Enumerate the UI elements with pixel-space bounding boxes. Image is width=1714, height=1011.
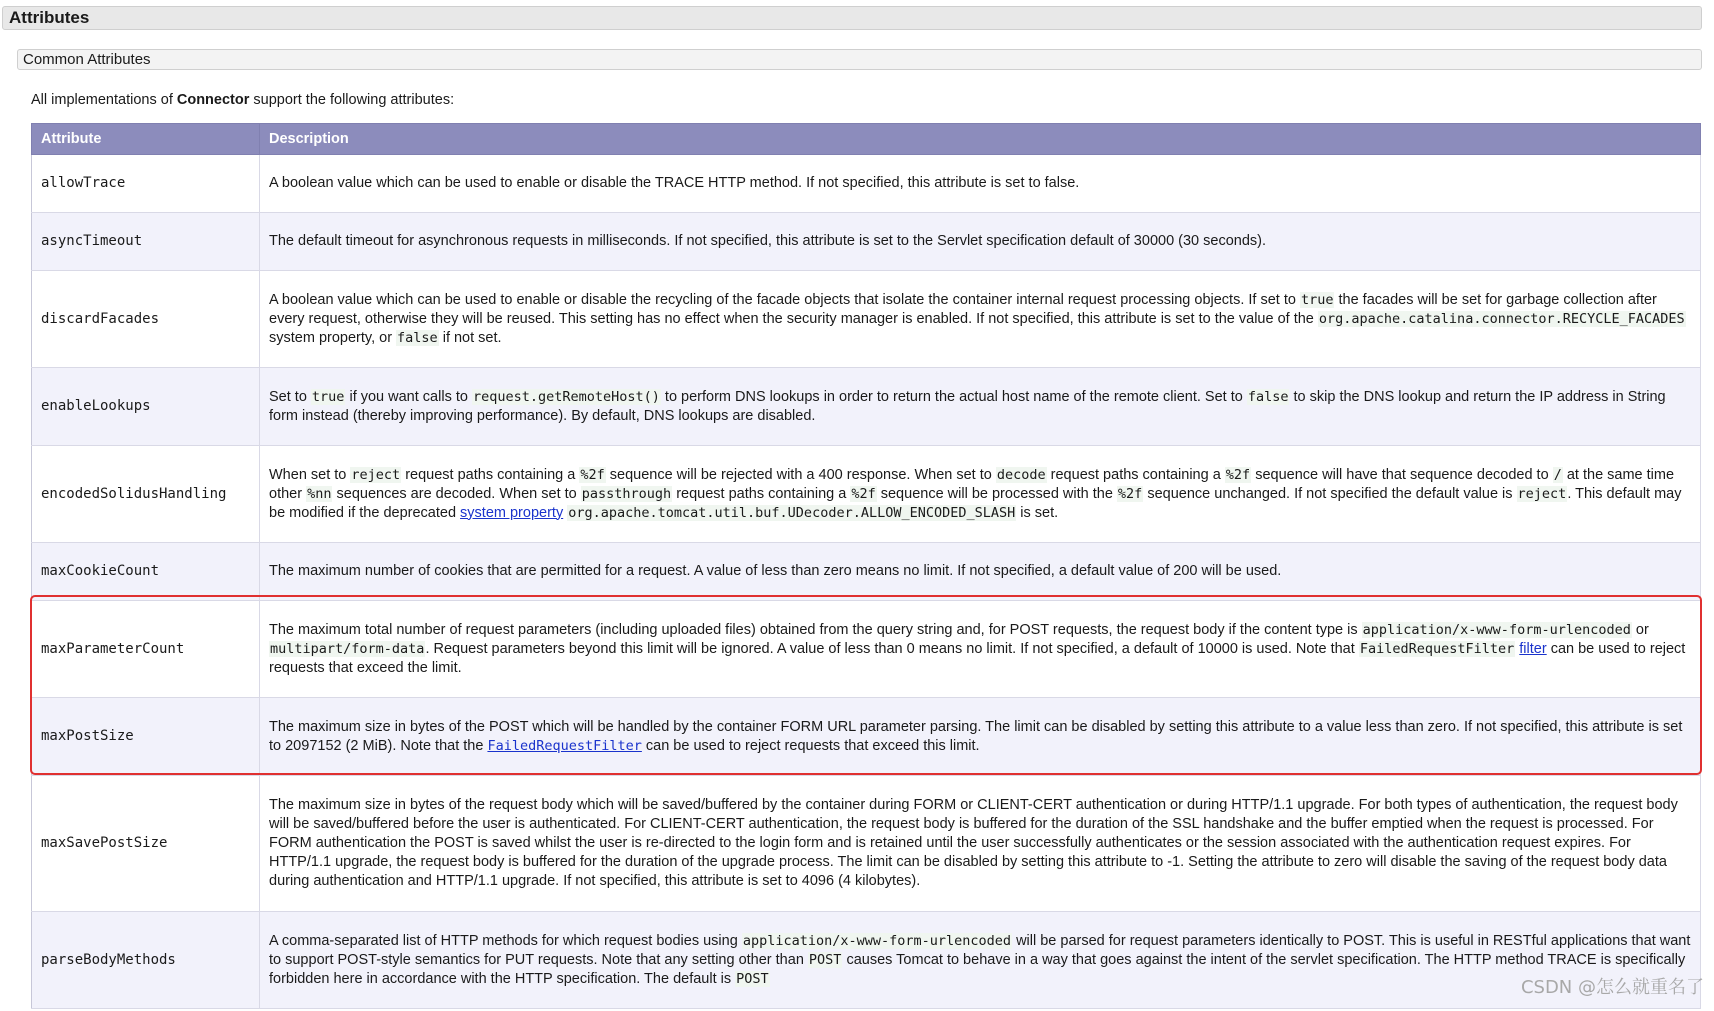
inline-code: %2f: [580, 466, 605, 483]
description-text: sequence unchanged. If not specified the default value is: [1143, 485, 1517, 502]
attribute-name: asyncTimeout: [32, 213, 260, 271]
description-text: . This default may be modified if the deprecated: [269, 485, 1682, 521]
inline-code: org.apache.catalina.connector.RECYCLE_FACADES: [1318, 310, 1685, 327]
intro-suffix: support the following attributes:: [249, 92, 455, 108]
doc-link[interactable]: filter: [1519, 640, 1547, 657]
description-text: sequence will be rejected with a 400 response. When set to: [605, 466, 996, 483]
table-row-maxPostSize: [32, 698, 1701, 776]
subsection-title-common-attributes: Common Attributes: [17, 49, 1702, 70]
inline-code: /: [1553, 466, 1562, 483]
section-title-attributes: Attributes: [2, 6, 1702, 30]
description-text: When set to: [269, 466, 351, 483]
description-text: A comma-separated list of HTTP methods for which request bodies using: [269, 932, 742, 949]
attribute-description: [260, 368, 1701, 446]
description-text: A boolean value which can be used to enable or disable the TRACE HTTP method. If not specified, this attribute is set to false.: [269, 175, 1080, 191]
inline-code: false: [397, 329, 438, 346]
description-text: The maximum total number of request parameters (including uploaded files) obtained from the query string and, for POST requests, the request body if the content type is: [269, 621, 1362, 638]
attribute-name: maxSavePostSize: [32, 776, 260, 912]
description-text: Set to: [269, 388, 311, 405]
attribute-description: [260, 155, 1701, 213]
description-text: causes Tomcat to behave in a way that goes against the intent of the servlet specification. The HTTP method TRACE is specifically forbidden here in accordance with the HTTP specification. The default is: [269, 951, 1686, 987]
table-row-maxSavePostSize: [32, 776, 1701, 912]
attribute-name: maxParameterCount: [32, 601, 260, 698]
description-text: . Request parameters beyond this limit will be ignored. A value of less than 0 means no limit. If not specified, a default of 10000 is used. Note that: [425, 640, 1359, 657]
attribute-name: maxPostSize: [32, 698, 260, 776]
inline-code: FailedRequestFilter: [1359, 640, 1515, 657]
description-text: sequence will have that sequence decoded to: [1251, 466, 1553, 483]
table-row-allowTrace: [32, 155, 1701, 213]
table-header-row: [32, 124, 1701, 155]
inline-code: request.getRemoteHost(): [472, 388, 660, 405]
attribute-description: [260, 213, 1701, 271]
attribute-description: [260, 446, 1701, 543]
description-text: sequences are decoded. When set to: [332, 485, 581, 502]
attribute-description: [260, 271, 1701, 368]
description-text: The maximum number of cookies that are permitted for a request. A value of less than zero means no limit. If not specified, a default value of 200 will be used.: [269, 563, 1282, 579]
header-attribute: Attribute: [32, 124, 260, 155]
attribute-name: parseBodyMethods: [32, 912, 260, 1009]
attribute-name: allowTrace: [32, 155, 260, 213]
description-text: is set.: [1016, 504, 1059, 521]
description-text: request paths containing a: [672, 485, 851, 502]
inline-code: POST: [808, 951, 842, 968]
inline-code: false: [1247, 388, 1289, 405]
table-row-encodedSolidusHandling: [32, 446, 1701, 543]
attribute-description: [260, 912, 1701, 1009]
description-text: if not set.: [438, 329, 502, 346]
intro-prefix: All implementations of: [31, 92, 177, 108]
inline-code: org.apache.tomcat.util.buf.UDecoder.ALLOW_ENCODED_SLASH: [568, 504, 1016, 521]
inline-code: POST: [736, 970, 769, 987]
description-text: the facades will be set for garbage collection after every request, otherwise they will be reused. This setting has no effect when the security manager is enabled. If not specified, this attribute is set to the value of the: [269, 291, 1657, 327]
description-text: A boolean value which can be used to enable or disable the recycling of the facade objects that isolate the container internal request processing objects. If set to: [269, 291, 1300, 308]
inline-code: passthrough: [581, 485, 672, 502]
watermark: CSDN @怎么就重名了: [1520, 977, 1704, 998]
inline-code: %nn: [307, 485, 332, 502]
inline-code: application/x-www-form-urlencoded: [1362, 621, 1631, 638]
description-text: can be used to reject requests that exceed the limit.: [269, 640, 1686, 676]
description-text: The maximum size in bytes of the request body which will be saved/buffered by the container during FORM or CLIENT-CERT authentication or during HTTP/1.1 upgrade. For both types of authentication, the request body will be saved/buffered before the user is authenticated. For CLIENT-CERT authentication, the request body is buffered for the duration of the SSL handshake and the buffer emptied when the request is processed. For FORM authentication the POST is saved whilst the user is re-directed to the login form and is retained until the user successfully authenticates or the session associated with the authentication request expires. For HTTP/1.1 upgrade, the request body is buffered for the duration of the upgrade process. The limit can be disabled by setting this attribute to -1. Setting the attribute to zero will disable the saving of the request body data during authentication and HTTP/1.1 upgrade. If not specified, this attribute is set to 4096 (4 kilobytes).: [269, 797, 1678, 889]
inline-code: multipart/form-data: [270, 640, 425, 657]
description-text: if you want calls to: [345, 388, 472, 405]
description-text: The maximum size in bytes of the POST which will be handled by the container FORM URL parameter parsing. The limit can be disabled by setting this attribute to a value less than zero. If not specified, this attribute is set to 2097152 (2 MiB). Note that the: [269, 718, 1683, 754]
attribute-description: [260, 776, 1701, 912]
inline-code: true: [1300, 291, 1334, 308]
inline-code: %2f: [851, 485, 876, 502]
description-text: system property, or: [269, 329, 397, 346]
table-row-asyncTimeout: [32, 213, 1701, 271]
description-text: can be used to reject requests that exceed this limit.: [641, 737, 980, 754]
description-text: at the same time other: [269, 466, 1675, 502]
inline-code: %2f: [1117, 485, 1143, 502]
description-text: request paths containing a: [401, 466, 580, 483]
doc-link[interactable]: system property: [460, 504, 564, 521]
description-text: sequence will be processed with the: [876, 485, 1117, 502]
description-text: will be parsed for request parameters identically to POST. This is useful in RESTful applications that want to support POST-style semantics for PUT requests. Note that any setting other than: [269, 932, 1691, 968]
inline-code: true: [311, 388, 345, 405]
intro-text: [31, 90, 454, 110]
inline-code: application/x-www-form-urlencoded: [742, 932, 1012, 949]
inline-code: decode: [996, 466, 1046, 483]
table-row-discardFacades: [32, 271, 1701, 368]
attribute-name: maxCookieCount: [32, 543, 260, 601]
doc-link-code[interactable]: FailedRequestFilter: [487, 737, 642, 754]
attribute-description: [260, 698, 1701, 776]
attribute-name: discardFacades: [32, 271, 260, 368]
table-row-enableLookups: [32, 368, 1701, 446]
attribute-name: enableLookups: [32, 368, 260, 446]
inline-code: reject: [351, 466, 401, 483]
inline-code: %2f: [1225, 466, 1251, 483]
inline-code: reject: [1517, 485, 1567, 502]
description-text: to perform DNS lookups in order to return the actual host name of the remote client. Set to: [660, 388, 1247, 405]
table-row-maxParameterCount: [32, 601, 1701, 698]
attribute-description: [260, 601, 1701, 698]
attribute-description: [260, 543, 1701, 601]
attribute-name: encodedSolidusHandling: [32, 446, 260, 543]
description-text: to skip the DNS lookup and return the IP address in String form instead (thereby improving performance). By default, DNS lookups are disabled.: [269, 388, 1666, 424]
table-body: [32, 155, 1701, 1009]
description-text: or: [1631, 621, 1649, 638]
attributes-table: [31, 123, 1701, 1009]
intro-emphasis: Connector: [176, 92, 250, 108]
table-row-maxCookieCount: [32, 543, 1701, 601]
description-text: request paths containing a: [1046, 466, 1225, 483]
description-text: The default timeout for asynchronous requests in milliseconds. If not specified, this attribute is set to the Servlet specification default of 30000 (30 seconds).: [269, 233, 1267, 249]
table-row-parseBodyMethods: [32, 912, 1701, 1009]
header-description: Description: [260, 124, 1701, 155]
